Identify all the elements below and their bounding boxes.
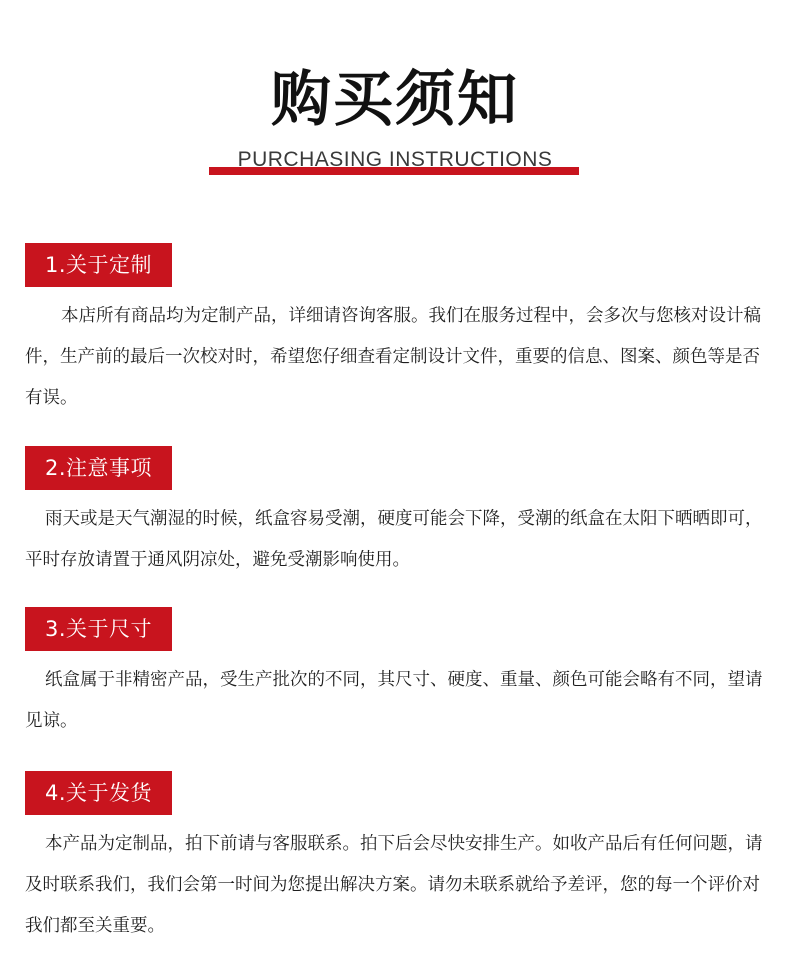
section-heading: 1.关于定制: [25, 243, 172, 287]
page-header: [0, 0, 790, 200]
section-body: 雨天或是天气潮湿的时候，纸盒容易受潮，硬度可能会下降，受潮的纸盒在太阳下晒晒即可，平时存放请置于通风阴凉处，避免受潮影响使用。: [25, 509, 763, 570]
page-subtitle: PURCHASING INSTRUCTIONS: [237, 148, 553, 171]
section-body: 纸盒属于非精密产品，受生产批次的不同，其尺寸、硬度、重量、颜色可能会略有不同，望请见谅。: [25, 670, 763, 731]
section-body: 本产品为定制品，拍下前请与客服联系。拍下后会尽快安排生产。如收产品后有任何问题，请及时联系我们，我们会第一时间为您提出解决方案。请勿未联系就给予差评，您的每一个评价对我们都至关重要。: [25, 834, 763, 936]
section-heading: 4.关于发货: [25, 771, 172, 815]
section-heading: 2.注意事项: [25, 446, 172, 490]
section-body: 本店所有商品均为定制产品，详细请咨询客服。我们在服务过程中，会多次与您核对设计稿件，生产前的最后一次校对时，希望您仔细查看定制设计文件，重要的信息、图案、颜色等是否有误。: [25, 306, 761, 408]
section-heading: 3.关于尺寸: [25, 607, 172, 651]
page-title: 购买须知: [271, 65, 519, 135]
